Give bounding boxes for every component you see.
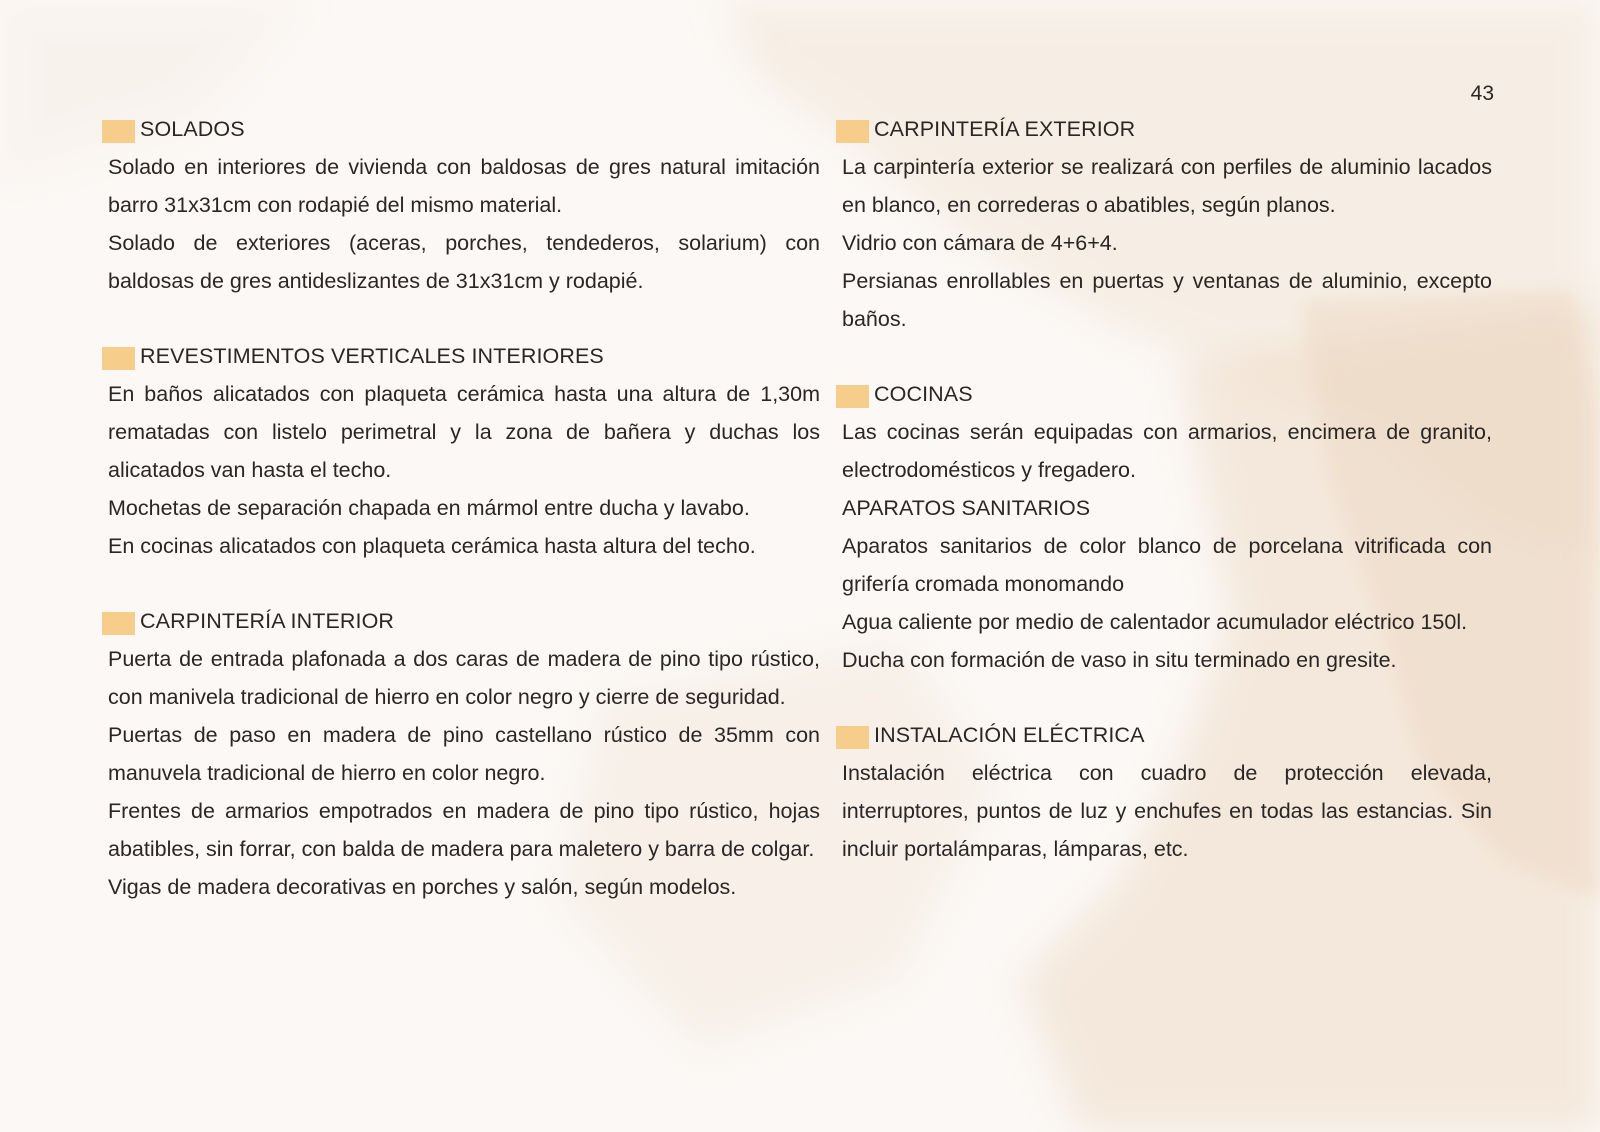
section-heading [836, 716, 1492, 754]
paragraph: En baños alicatados con plaqueta cerámica hasta una altura de 1,30m rematadas con listelo perimetral y la zona de bañera y duchas los alicatados van hasta el techo. [108, 382, 820, 482]
paragraph: Aparatos sanitarios de color blanco de porcelana vitrificada con grifería cromada monomando [842, 534, 1492, 596]
heading-color-swatch [102, 120, 135, 143]
section-heading [102, 110, 820, 148]
paragraph: Persianas enrollables en puertas y ventanas de aluminio, excepto baños. [842, 269, 1492, 331]
section-carpinteria-interior [102, 602, 820, 906]
paragraph: Ducha con formación de vaso in situ terminado en gresite. [842, 648, 1397, 672]
section-heading [836, 375, 1492, 413]
paragraph: Las cocinas serán equipadas con armarios, encimera de granito, electrodomésticos y fregadero. [842, 420, 1492, 482]
paragraph: Frentes de armarios empotrados en madera de pino tipo rústico, hojas abatibles, sin forrar, con balda de madera para maletero y barra de colgar. [108, 799, 820, 861]
section-title: CARPINTERÍA INTERIOR [140, 609, 395, 633]
section-heading [102, 337, 820, 375]
section-revestimentos [102, 337, 820, 565]
heading-color-swatch [836, 726, 869, 749]
section-title: SOLADOS [140, 117, 245, 141]
section-title: CARPINTERÍA EXTERIOR [874, 117, 1136, 141]
left-column [102, 110, 820, 943]
section-carpinteria-exterior [836, 110, 1492, 338]
subsection-title: APARATOS SANITARIOS [842, 496, 1091, 520]
section-title: INSTALACIÓN ELÉCTRICA [874, 723, 1145, 747]
paragraph: Mochetas de separación chapada en mármol entre ducha y lavabo. [108, 496, 750, 520]
paragraph: Solado en interiores de vivienda con baldosas de gres natural imitación barro 31x31cm con rodapié del mismo material. [108, 155, 820, 217]
paragraph: Puertas de paso en madera de pino castellano rústico de 35mm con manuvela tradicional de hierro en color negro. [108, 723, 820, 785]
section-cocinas [836, 375, 1492, 679]
paragraph: Vidrio con cámara de 4+6+4. [842, 231, 1118, 255]
section-heading [102, 602, 820, 640]
paragraph: La carpintería exterior se realizará con perfiles de aluminio lacados en blanco, en correderas o abatibles, según planos. [842, 155, 1492, 217]
right-column [836, 110, 1492, 905]
heading-color-swatch [102, 347, 135, 370]
paragraph: Vigas de madera decorativas en porches y salón, según modelos. [108, 875, 737, 899]
heading-color-swatch [836, 385, 869, 408]
paragraph: Solado de exteriores (aceras, porches, tendederos, solarium) con baldosas de gres antideslizantes de 31x31cm y rodapié. [108, 231, 820, 293]
section-heading [836, 110, 1492, 148]
section-title: REVESTIMENTOS VERTICALES INTERIORES [140, 344, 604, 368]
paragraph: Puerta de entrada plafonada a dos caras de madera de pino tipo rústico, con manivela tradicional de hierro en color negro y cierre de seguridad. [108, 647, 820, 709]
heading-color-swatch [836, 120, 869, 143]
heading-color-swatch [102, 612, 135, 635]
paragraph: Instalación eléctrica con cuadro de protección elevada, interruptores, puntos de luz y enchufes en todas las estancias. Sin incluir portalámparas, lámparas, etc. [842, 761, 1492, 861]
section-instalacion-electrica [836, 716, 1492, 868]
paragraph: Agua caliente por medio de calentador acumulador eléctrico 150l. [842, 610, 1468, 634]
page-number: 43 [1470, 82, 1494, 105]
section-solados [102, 110, 820, 300]
section-title: COCINAS [874, 382, 973, 406]
paragraph: En cocinas alicatados con plaqueta cerámica hasta altura del techo. [108, 534, 756, 558]
